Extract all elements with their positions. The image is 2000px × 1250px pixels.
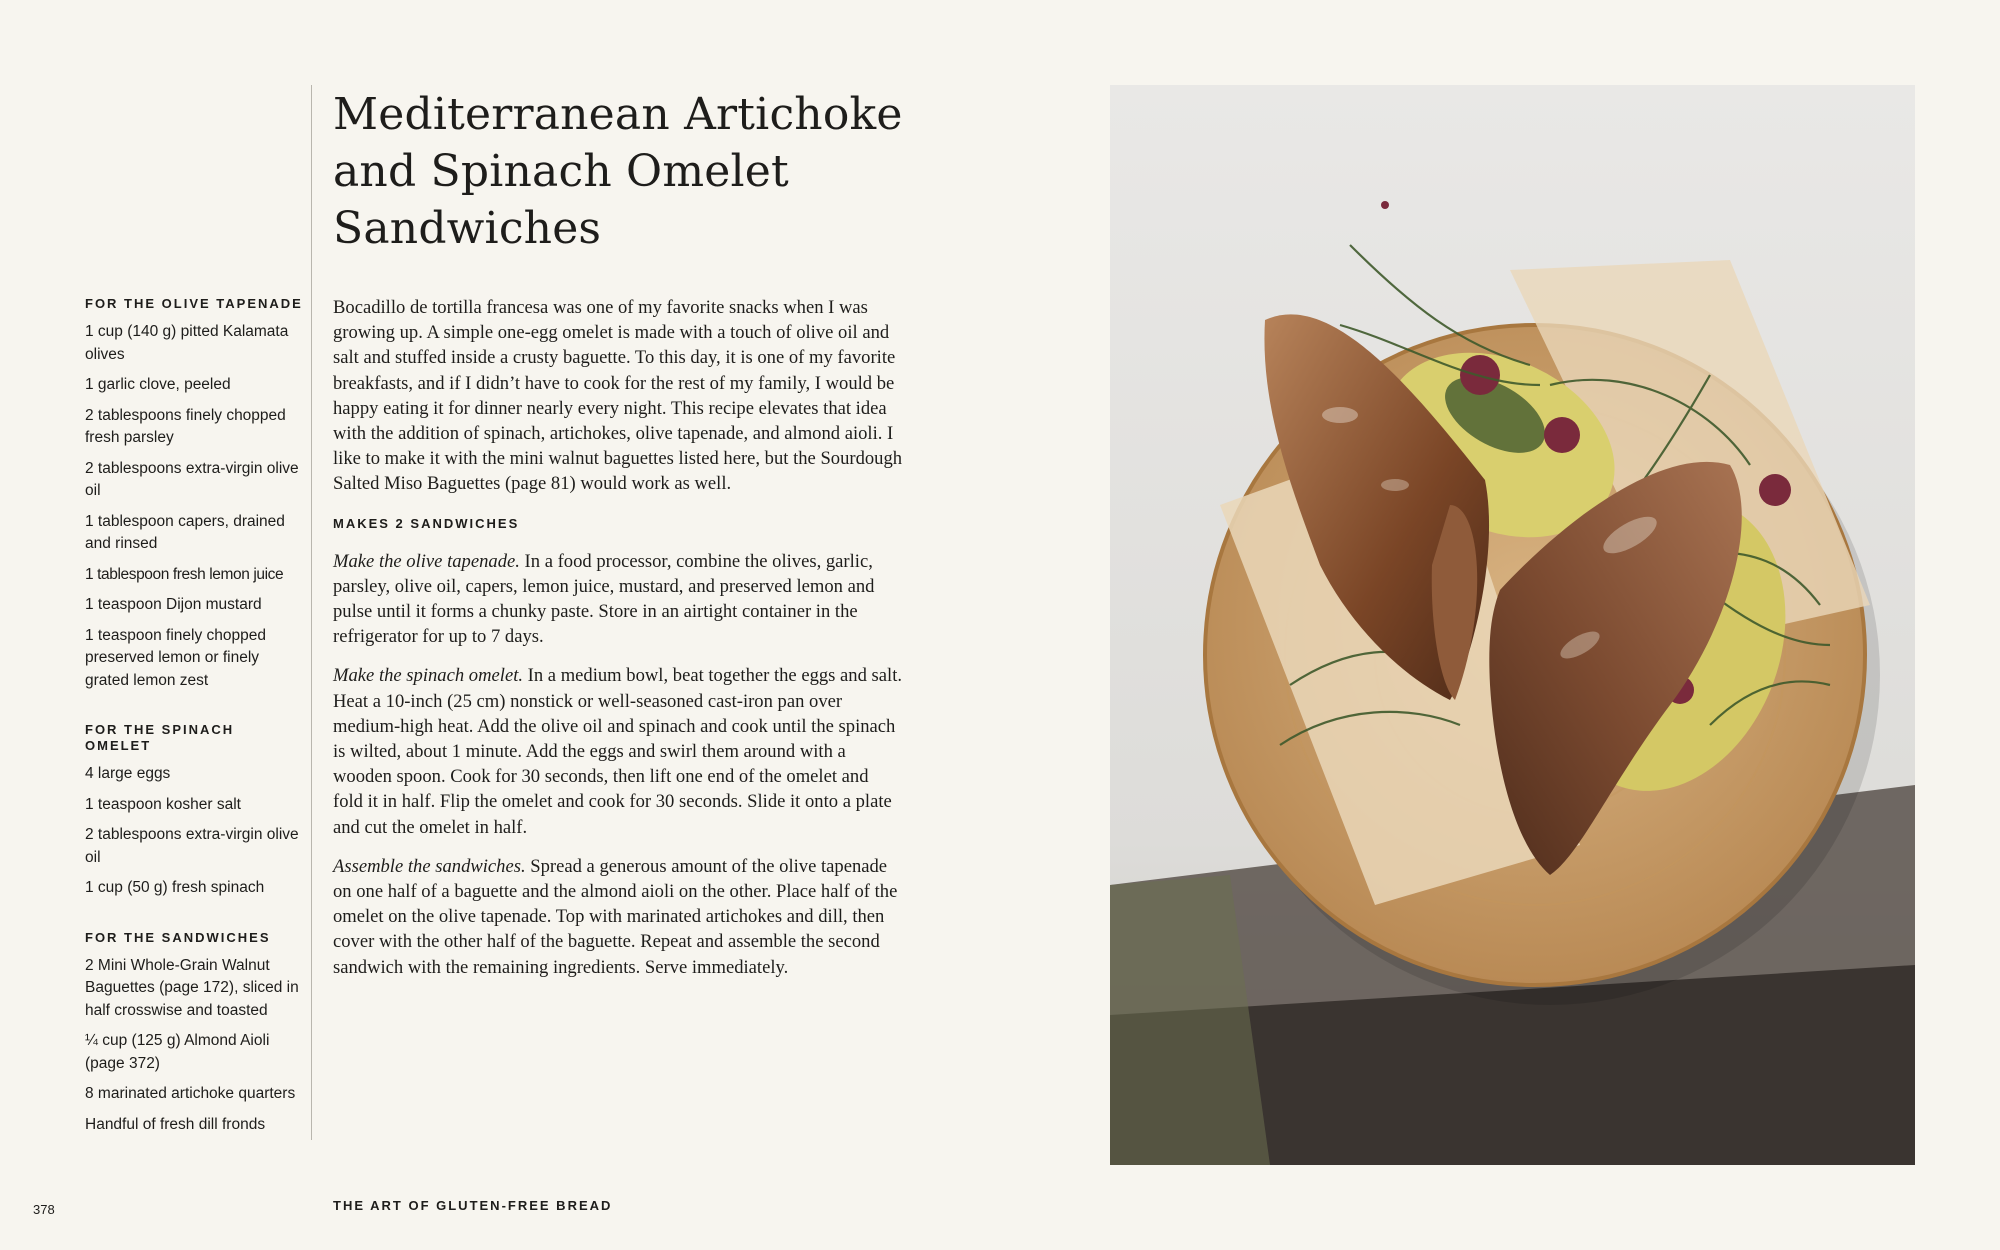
ingredient-item: 1 cup (140 g) pitted Kalamata olives [85, 323, 289, 363]
ingredients-list [85, 296, 303, 1166]
ingredient-item: 1 teaspoon finely chopped preserved lemon or finely grated lemon zest [85, 626, 266, 689]
ingredient-group-heading: FOR THE OLIVE TAPENADE [85, 296, 303, 311]
ingredient-group-tapenade [85, 296, 303, 692]
recipe-step [333, 663, 903, 839]
flour-dust-shape [1322, 407, 1358, 423]
recipe-step [333, 854, 903, 980]
recipe-step [333, 549, 903, 650]
recipe-title [333, 86, 903, 257]
ingredient-item: 1 cup (50 g) fresh spinach [85, 879, 265, 896]
running-footer-title: THE ART OF GLUTEN-FREE BREAD [333, 1198, 613, 1213]
page-number: 378 [33, 1202, 55, 1217]
ingredient-group-omelet [85, 722, 303, 900]
ingredient-item: 2 tablespoons extra-virgin olive oil [85, 826, 299, 866]
recipe-title-line: Sandwiches [333, 203, 602, 254]
flour-dust-shape [1381, 479, 1409, 491]
step-lead: Make the spinach omelet. [333, 665, 524, 687]
ingredient-item: 4 large eggs [85, 765, 171, 782]
ingredient-item: 2 tablespoons finely chopped fresh parsley [85, 406, 286, 446]
ingredient-item: 2 tablespoons extra-virgin olive oil [85, 459, 299, 499]
step-text: In a food processor, combine the olives, garlic, parsley, olive oil, capers, lemon juice, mustard, and preserved lemon and pulse until it forms a chunky paste. Store in an airtight container in the refrigerator for up to 7 days. [333, 550, 875, 648]
ingredient-item: 1 teaspoon kosher salt [85, 795, 241, 813]
ingredient-item: 1 tablespoon fresh lemon juice [85, 565, 284, 583]
column-divider [311, 85, 312, 1140]
ingredient-item: ¼ cup (125 g) Almond Aioli (page 372) [85, 1032, 270, 1072]
step-lead: Assemble the sandwiches. [333, 855, 526, 877]
ingredient-item: 8 marinated artichoke quarters [85, 1085, 296, 1102]
ingredient-group-sandwiches [85, 930, 303, 1137]
crumb-speck [1381, 201, 1389, 209]
ingredient-item: 1 teaspoon Dijon mustard [85, 596, 262, 613]
ingredient-item: 1 tablespoon capers, drained and rinsed [85, 512, 285, 552]
step-text: Spread a generous amount of the olive tapenade on one half of a baguette and the almond aioli on the other. Place half of the omelet on the olive tapenade. Top with marinated artichokes and dill, then cover with the other half of the baguette. Repeat and assemble the second sandwich with the remaining ingredients. Serve immediately. [333, 855, 898, 978]
ingredient-item: 1 garlic clove, peeled [85, 376, 231, 393]
step-text: In a medium bowl, beat together the eggs and salt. Heat a 10-inch (25 cm) nonstick or well-seasoned cast-iron pan over medium-high heat. Add the olive oil and spinach and cook until the spinach is wilted, about 1 minute. Add the eggs and swirl them around with a wooden spoon. Cook for 30 seconds, then lift one end of the omelet and fold it in half. Flip the omelet and cook for 30 seconds. Slide it onto a plate and cut the omelet in half. [333, 665, 903, 838]
ingredient-item: 2 Mini Whole-Grain Walnut Baguettes (page 172), sliced in half crosswise and toasted [85, 956, 299, 1019]
ingredient-group-heading: FOR THE SANDWICHES [85, 929, 271, 945]
recipe-title-line: and Spinach Omelet [333, 146, 789, 197]
sandwich-photo-illustration [1110, 85, 1915, 1165]
sandwich-photo [1110, 85, 1915, 1165]
step-lead: Make the olive tapenade. [333, 550, 520, 572]
ingredient-item: Handful of fresh dill fronds [85, 1115, 266, 1133]
olive-tapenade-shape [1544, 417, 1580, 453]
recipe-intro: Bocadillo de tortilla francesa was one of my favorite snacks when I was growing up. A simple one-egg omelet is made with a touch of olive oil and salt and stuffed inside a crusty baguette. To this day, it is one of my favorite breakfasts, and if I didn’t have to cook for the rest of my family, I would be happy eating it for dinner nearly every night. This recipe elevates that idea with the addition of spinach, artichokes, olive tapenade, and almond aioli. I like to make it with the mini walnut baguettes listed here, but the Sourdough Salted Miso Baguettes (page 81) would work as well. [333, 297, 903, 495]
olive-tapenade-shape [1759, 474, 1791, 506]
recipe-yield: MAKES 2 SANDWICHES [333, 515, 520, 531]
recipe-title-line: Mediterranean Artichoke [333, 89, 903, 140]
recipe-main [333, 86, 903, 994]
ingredient-group-heading: FOR THE SPINACH OMELET [85, 722, 235, 753]
